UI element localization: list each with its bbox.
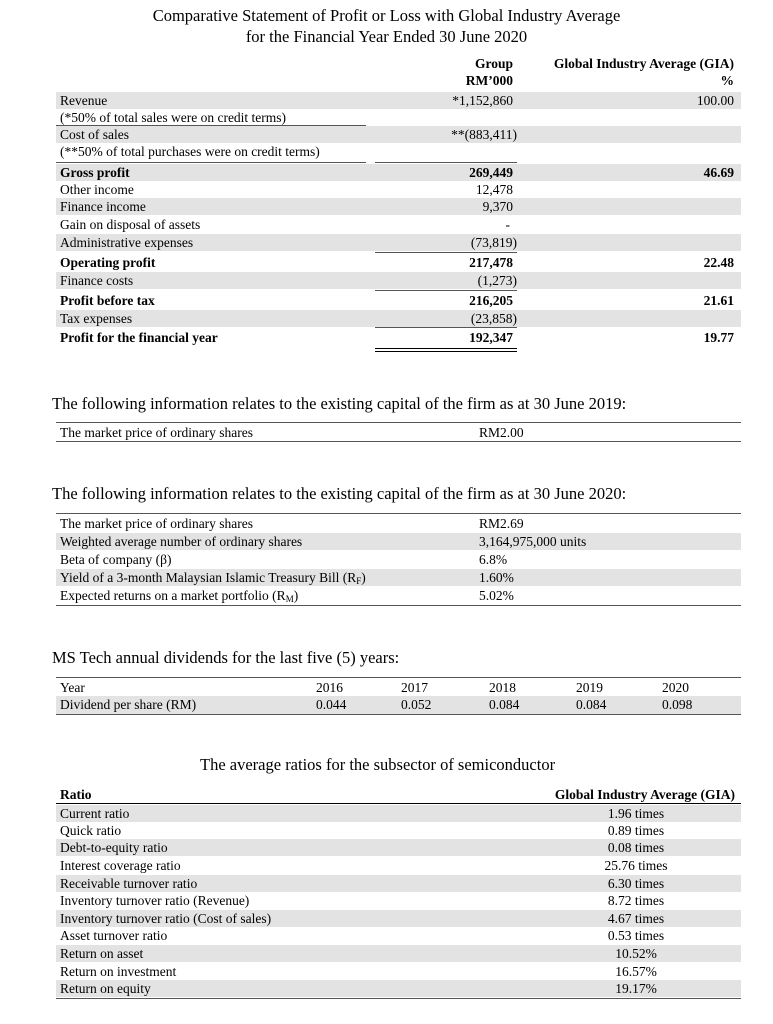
divider — [56, 441, 741, 442]
capital-row-label: The market price of ordinary shares — [60, 516, 254, 531]
divider — [56, 998, 741, 999]
capital-row-label — [60, 587, 298, 604]
capital-row-label: Weighted average number of ordinary shares — [60, 534, 303, 549]
year-cell: 2017 — [401, 680, 428, 695]
ratio-label: Interest coverage ratio — [60, 858, 181, 873]
pl-row — [56, 234, 741, 251]
pl-row — [56, 310, 741, 327]
pl-row-label: Finance costs — [60, 273, 134, 288]
pl-row-group: (73,819) — [470, 235, 517, 250]
ratio-value: 19.17% — [615, 981, 657, 996]
pl-row — [56, 216, 741, 233]
subscript: M — [285, 594, 294, 604]
pl-row-group: *1,152,860 — [452, 93, 513, 108]
pl-row-group: 9,370 — [482, 199, 513, 214]
year-cell: 2020 — [662, 680, 689, 695]
ratio-label: Return on investment — [60, 964, 177, 979]
capital-row-label-text: Expected returns on a market portfolio (R — [60, 588, 286, 603]
divider — [56, 803, 741, 804]
double-underline — [375, 348, 517, 349]
pl-row — [56, 198, 741, 215]
ratios-heading: The average ratios for the subsector of semiconductor — [200, 755, 556, 774]
ratio-label: Return on equity — [60, 981, 151, 996]
ratio-row — [56, 892, 741, 909]
pl-row — [56, 143, 741, 160]
pl-row-group: - — [505, 217, 510, 232]
divider — [56, 162, 366, 163]
capital-row-label-end: ) — [361, 570, 366, 585]
capital-row-value: 3,164,975,000 units — [479, 534, 587, 549]
pl-row — [56, 329, 741, 346]
pl-row-label: Administrative expenses — [60, 235, 194, 250]
pl-row-label: Cost of sales — [60, 127, 129, 142]
ratio-value: 4.67 times — [607, 911, 665, 926]
pl-row-group: 269,449 — [469, 165, 513, 180]
dividends-year-row — [56, 679, 741, 696]
divider — [56, 513, 741, 514]
pl-row-group: 12,478 — [475, 182, 513, 197]
pl-row-group: 216,205 — [469, 293, 513, 308]
pl-row-label: Finance income — [60, 199, 146, 214]
capital-row-value: 6.8% — [479, 552, 508, 567]
pl-row — [56, 126, 741, 143]
capital-2020-row — [56, 533, 741, 550]
pl-row — [56, 164, 741, 181]
ratio-value: 0.08 times — [607, 840, 665, 855]
subtotal-line — [375, 327, 517, 328]
year-label: Year — [60, 680, 85, 695]
pl-row — [56, 254, 741, 271]
pl-row-gia: 100.00 — [696, 93, 734, 108]
pl-row-group: (1,273) — [477, 273, 517, 288]
pl-row — [56, 292, 741, 309]
group-col-header: Group — [474, 56, 513, 71]
pl-row-label: Gross profit — [60, 165, 130, 180]
ratio-label: Inventory turnover ratio (Cost of sales) — [60, 911, 272, 926]
ratio-label: Asset turnover ratio — [60, 928, 168, 943]
pl-row-gia: 21.61 — [703, 293, 734, 308]
capital-2019-row — [56, 424, 741, 441]
pl-row-label: (*50% of total sales were on credit terms) — [60, 110, 287, 125]
capital-row-value: RM2.69 — [479, 516, 524, 531]
pl-row — [56, 272, 741, 289]
pl-row-label: Profit before tax — [60, 293, 155, 308]
pl-row-label: Other income — [60, 182, 134, 197]
ratio-value: 10.52% — [615, 946, 657, 961]
ratio-gia-col-header: Global Industry Average (GIA) — [554, 787, 735, 802]
year-cell: 2019 — [576, 680, 603, 695]
ratio-row — [56, 927, 741, 944]
gia-col-header: Global Industry Average (GIA) — [553, 56, 734, 71]
subtotal-line — [375, 252, 517, 253]
document-subtitle: for the Financial Year Ended 30 June 2020 — [245, 27, 528, 46]
ratio-row — [56, 822, 741, 839]
pl-row-gia: 22.48 — [703, 255, 734, 270]
dps-cell: 0.098 — [662, 697, 693, 712]
pl-row-label: Revenue — [60, 93, 108, 108]
capital-row-label: Beta of company (β) — [60, 552, 172, 567]
pl-row-label: (**50% of total purchases were on credit terms) — [60, 144, 320, 159]
capital-2020-heading: The following information relates to the existing capital of the firm as at 30 June 2020: — [52, 484, 627, 503]
dps-label: Dividend per share (RM) — [60, 697, 197, 712]
pl-row — [56, 92, 741, 109]
dividends-heading: MS Tech annual dividends for the last five (5) years: — [52, 648, 400, 667]
ratio-value: 6.30 times — [607, 876, 665, 891]
divider — [56, 422, 741, 423]
capital-2020-row — [56, 551, 741, 568]
pl-row-label: Profit for the financial year — [60, 330, 218, 345]
pl-row-group: **(883,411) — [451, 127, 517, 142]
ratio-row — [56, 963, 741, 980]
ratio-row — [56, 857, 741, 874]
ratio-label: Inventory turnover ratio (Revenue) — [60, 893, 250, 908]
group-col-unit: RM’000 — [465, 73, 513, 88]
dps-cell: 0.084 — [489, 697, 520, 712]
capital-2020-row — [56, 515, 741, 532]
ratio-value: 25.76 times — [604, 858, 668, 873]
ratio-value: 1.96 times — [607, 806, 665, 821]
document-title: Comparative Statement of Profit or Loss with Global Industry Average — [152, 6, 621, 25]
ratio-row — [56, 839, 741, 856]
ratio-value: 0.53 times — [607, 928, 665, 943]
ratio-col-header: Ratio — [60, 787, 92, 802]
pl-row — [56, 181, 741, 198]
capital-2020-row — [56, 569, 741, 586]
dps-cell: 0.052 — [401, 697, 432, 712]
dividends-value-row — [56, 696, 741, 714]
capital-row-value: RM2.00 — [479, 425, 524, 440]
pl-row-label: Gain on disposal of assets — [60, 217, 201, 232]
pl-row — [56, 109, 741, 126]
ratio-value: 16.57% — [615, 964, 657, 979]
capital-row-label: The market price of ordinary shares — [60, 425, 254, 440]
pl-row-group: 217,478 — [469, 255, 513, 270]
capital-row-label-text: Yield of a 3-month Malaysian Islamic Treasury Bill (R — [60, 570, 357, 585]
ratio-label: Return on asset — [60, 946, 144, 961]
pl-row-group: 192,347 — [469, 330, 513, 345]
capital-2020-row — [56, 587, 741, 604]
capital-row-label-end: ) — [293, 588, 299, 603]
pl-row-label: Operating profit — [60, 255, 156, 270]
year-cell: 2016 — [316, 680, 343, 695]
ratio-label: Receivable turnover ratio — [60, 876, 198, 891]
subtotal-line — [375, 162, 517, 163]
dps-cell: 0.044 — [316, 697, 347, 712]
ratios-header-row — [56, 786, 741, 803]
ratio-row — [56, 980, 741, 997]
pl-row-label: Tax expenses — [60, 311, 133, 326]
divider — [56, 714, 741, 715]
capital-row-value: 1.60% — [479, 570, 514, 585]
ratio-row — [56, 945, 741, 962]
capital-2019-heading: The following information relates to the existing capital of the firm as at 30 June 2019: — [52, 394, 627, 413]
ratio-value: 0.89 times — [607, 823, 665, 838]
ratio-label: Quick ratio — [60, 823, 122, 838]
pl-row-gia: 46.69 — [703, 165, 734, 180]
gia-col-unit: % — [720, 73, 734, 88]
ratio-row — [56, 875, 741, 892]
double-underline — [375, 351, 517, 352]
dps-cell: 0.084 — [576, 697, 607, 712]
ratio-label: Current ratio — [60, 806, 130, 821]
pl-row-gia: 19.77 — [703, 330, 734, 345]
capital-row-label — [60, 569, 366, 586]
subtotal-line — [375, 290, 517, 291]
capital-row-value: 5.02% — [479, 588, 514, 603]
year-cell: 2018 — [489, 680, 516, 695]
pl-row-group: (23,858) — [470, 311, 517, 326]
subscript: F — [356, 576, 362, 586]
ratio-value: 8.72 times — [607, 893, 665, 908]
ratio-row — [56, 910, 741, 927]
divider — [56, 677, 741, 678]
ratio-row — [56, 805, 741, 822]
divider — [56, 605, 741, 606]
ratio-label: Debt-to-equity ratio — [60, 840, 168, 855]
